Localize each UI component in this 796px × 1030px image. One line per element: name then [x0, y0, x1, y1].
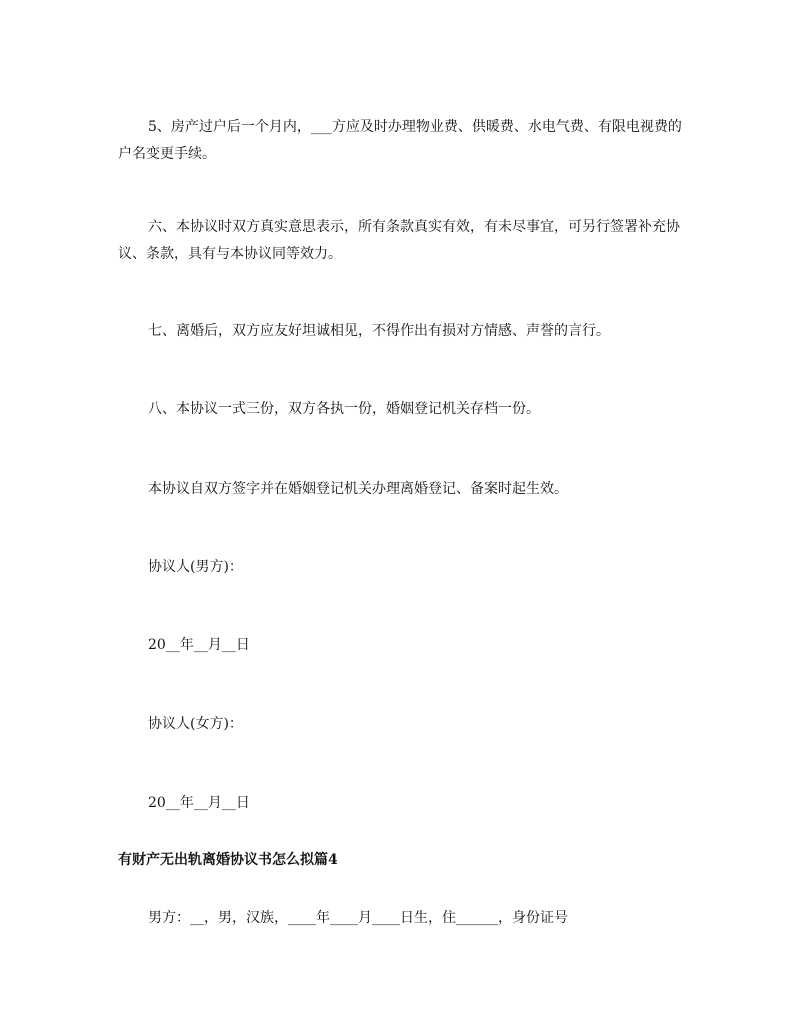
- section-heading: 有财产无出轨离婚协议书怎么拟篇4: [118, 852, 338, 868]
- date-line-male: 20__年__月__日: [148, 637, 250, 653]
- signatory-female: 协议人(女方)：: [148, 716, 243, 732]
- clause-6-true-intention: 六、本协议时双方真实意思表示，所有条款真实有效，有未尽事宜，可另行签署补充协议、条款，具有与本协议同等效力。: [118, 219, 680, 262]
- clause-8-copies: 八、本协议一式三份，双方各执一份，婚姻登记机关存档一份。: [148, 401, 540, 417]
- signatory-male: 协议人(男方)：: [148, 559, 243, 575]
- effective-statement: 本协议自双方签字并在婚姻登记机关办理离婚登记、备案时起生效。: [148, 481, 568, 497]
- clause-5-property-transfer: 5、房产过户后一个月内，___方应及时办理物业费、供暖费、水电气费、有限电视费的户名变更手续。: [118, 119, 682, 162]
- male-party-info: 男方：__，男，汉族，____年____月____日生，住______，身份证号: [148, 910, 568, 926]
- clause-7-after-divorce: 七、离婚后，双方应友好坦诚相见，不得作出有损对方情感、声誉的言行。: [148, 323, 610, 339]
- date-line-female: 20__年__月__日: [148, 795, 250, 811]
